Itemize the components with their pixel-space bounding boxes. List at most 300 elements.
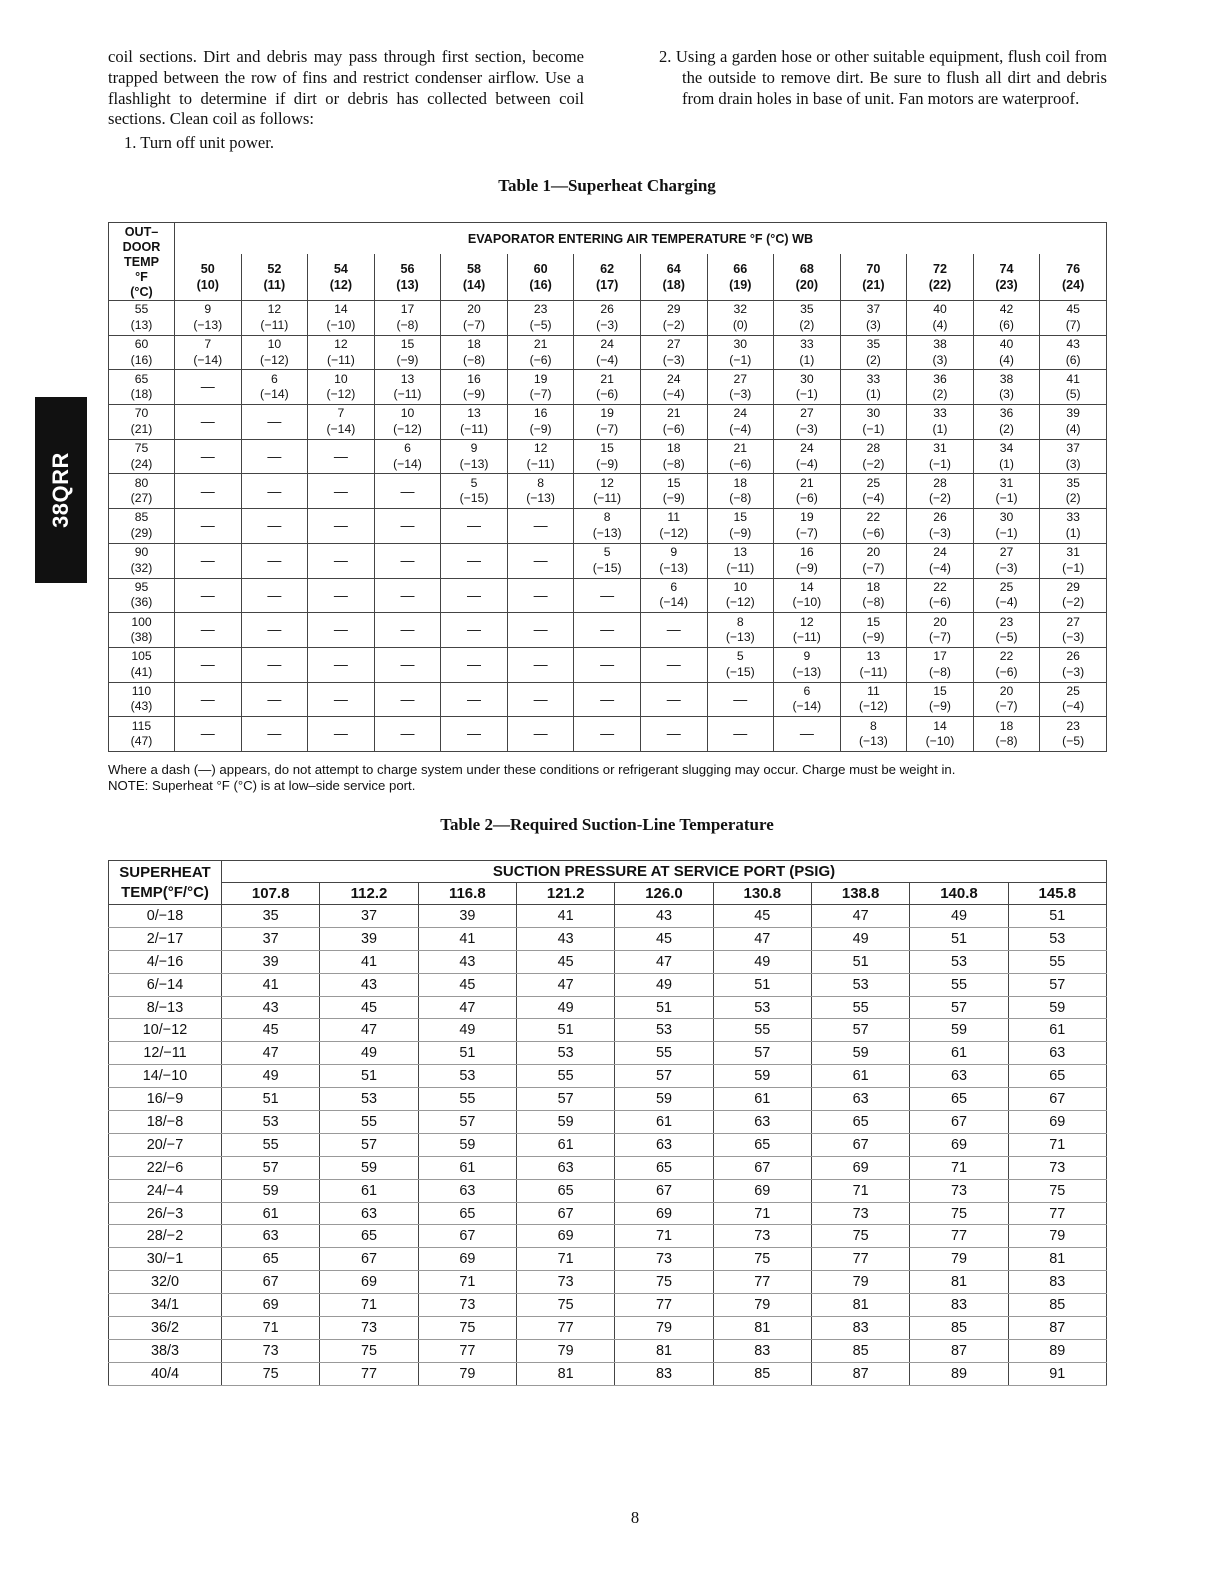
suction-temp-cell: 63 [516, 1156, 614, 1179]
outdoor-temp-cell [109, 578, 175, 613]
table-row [109, 647, 1107, 682]
cell-line: 32 [733, 302, 748, 317]
table-row [109, 1019, 1107, 1042]
cell-line: (5) [1065, 387, 1081, 402]
superheat-cell [1040, 335, 1107, 370]
superheat-cell [774, 439, 841, 474]
cell-line: — [200, 621, 215, 638]
cell-line: — [733, 725, 748, 742]
superheat-header-line: TEMP(°F/°C) [121, 883, 209, 901]
pressure-column-header: 116.8 [418, 883, 516, 905]
suction-temp-cell: 61 [910, 1042, 1008, 1065]
cell-line: (−4) [596, 352, 619, 367]
superheat-cell [774, 474, 841, 509]
cell-line: 31 [1066, 545, 1080, 560]
superheat-cell [907, 543, 974, 578]
no-charge-dash-cell [574, 613, 641, 648]
cell-line: (−2) [928, 491, 951, 506]
cell-line: — [267, 482, 282, 499]
cell-line: (−10) [925, 734, 955, 749]
no-charge-dash-cell [507, 578, 574, 613]
superheat-cell [1040, 474, 1107, 509]
cell-line: (1) [999, 456, 1014, 471]
cell-line: — [533, 517, 548, 534]
superheat-cell [840, 543, 907, 578]
cell-line: — [467, 690, 482, 707]
wb-header-line: (23) [995, 278, 1018, 293]
cell-line: 23 [1066, 718, 1080, 733]
cell-line: 30 [733, 337, 748, 352]
superheat-cell [840, 405, 907, 440]
no-charge-dash-cell [640, 682, 707, 717]
table-row [109, 405, 1107, 440]
suction-temp-cell: 79 [713, 1294, 811, 1317]
wb-header-line: (12) [329, 278, 353, 293]
pressure-column-header: 145.8 [1008, 883, 1106, 905]
superheat-cell [907, 682, 974, 717]
suction-temp-cell: 65 [516, 1179, 614, 1202]
side-tab-label: 38QRR [48, 452, 73, 528]
superheat-cell [707, 439, 774, 474]
cell-line: 30 [800, 371, 814, 386]
wb-header-line: (17) [595, 278, 619, 293]
superheat-cell [907, 405, 974, 440]
suction-temp-cell: 59 [222, 1179, 320, 1202]
wb-header-line: 70 [866, 262, 881, 277]
cell-line: — [600, 621, 615, 638]
suction-temp-cell: 55 [1008, 950, 1106, 973]
superheat-value-cell: 36/2 [109, 1317, 222, 1340]
cell-line: 20 [467, 302, 481, 317]
table-row [109, 1317, 1107, 1340]
cell-line: (2) [799, 317, 815, 332]
cell-line: — [200, 690, 215, 707]
superheat-cell [840, 474, 907, 509]
table2-caption: Table 2—Required Suction-Line Temperature [440, 815, 774, 834]
cell-line: 8 [870, 718, 877, 733]
suction-temp-cell: 77 [1008, 1202, 1106, 1225]
wb-header-line: (16) [529, 278, 552, 293]
instruction-list-continued [659, 47, 1107, 109]
suction-temp-cell: 83 [811, 1317, 909, 1340]
table-row [109, 1156, 1107, 1179]
suction-temp-cell: 87 [811, 1362, 909, 1385]
cell-line: 35 [800, 302, 814, 317]
cell-line: — [733, 690, 748, 707]
superheat-cell [774, 335, 841, 370]
cell-line: 18 [866, 579, 881, 594]
pressure-column-header: 140.8 [910, 883, 1008, 905]
suction-temp-cell: 47 [222, 1042, 320, 1065]
suction-temp-cell: 59 [320, 1156, 418, 1179]
suction-temp-cell: 67 [1008, 1088, 1106, 1111]
suction-temp-cell: 59 [1008, 996, 1106, 1019]
cell-line: — [666, 621, 681, 638]
superheat-cell [241, 301, 308, 336]
superheat-cell [707, 405, 774, 440]
superheat-cell [907, 578, 974, 613]
superheat-cell [1040, 682, 1107, 717]
superheat-cell [840, 301, 907, 336]
no-charge-dash-cell [374, 717, 441, 752]
suction-temp-cell: 75 [713, 1248, 811, 1271]
no-charge-dash-cell [308, 439, 375, 474]
no-charge-dash-cell [175, 405, 242, 440]
cell-line: (4) [999, 352, 1014, 367]
cell-line: 13 [467, 406, 481, 421]
suction-temp-cell: 53 [615, 1019, 713, 1042]
suction-temp-cell: 69 [1008, 1111, 1106, 1134]
suction-temp-cell: 75 [811, 1225, 909, 1248]
cell-line: 19 [800, 510, 814, 525]
cell-line: 34 [999, 441, 1014, 456]
cell-line: 45 [1066, 302, 1080, 317]
superheat-cell [374, 405, 441, 440]
cell-line: 38 [999, 371, 1014, 386]
suction-temp-cell: 67 [516, 1202, 614, 1225]
outdoor-temp-cell [109, 682, 175, 717]
cell-line: (−3) [662, 352, 685, 367]
cell-line: 24 [933, 545, 947, 560]
cell-line: — [467, 725, 482, 742]
table-row [109, 1202, 1107, 1225]
cell-line: (−13) [526, 491, 555, 506]
suction-temp-cell: 57 [516, 1088, 614, 1111]
table-row [109, 1042, 1107, 1065]
cell-line: 85 [134, 510, 149, 525]
superheat-cell [907, 370, 974, 405]
suction-temp-cell: 69 [811, 1156, 909, 1179]
superheat-value-cell: 18/−8 [109, 1111, 222, 1134]
cell-line: (−4) [1062, 699, 1085, 714]
cell-line: — [533, 725, 548, 742]
superheat-value-cell: 4/−16 [109, 950, 222, 973]
suction-temp-cell: 69 [516, 1225, 614, 1248]
cell-line: (47) [130, 734, 153, 749]
superheat-value-cell: 12/−11 [109, 1042, 222, 1065]
suction-line-temperature-table [108, 860, 1107, 1386]
suction-table-body [109, 905, 1107, 1386]
wb-column-header [640, 254, 707, 300]
superheat-cell [507, 439, 574, 474]
table-row [109, 1088, 1107, 1111]
cell-line: (−11) [726, 560, 755, 575]
superheat-cell [840, 613, 907, 648]
cell-line: (−6) [596, 387, 619, 402]
superheat-cell [640, 543, 707, 578]
pressure-columns-header-row [109, 883, 1107, 905]
superheat-cell [374, 301, 441, 336]
suction-temp-cell: 83 [1008, 1271, 1106, 1294]
suction-temp-cell: 77 [320, 1362, 418, 1385]
wb-header-line: (14) [462, 278, 486, 293]
wb-column-header [1040, 254, 1107, 300]
superheat-cell [308, 370, 375, 405]
cell-line: — [333, 447, 348, 464]
wb-column-header [973, 254, 1040, 300]
superheat-temp-header [109, 861, 222, 905]
table-row [109, 1179, 1107, 1202]
cell-line: 19 [533, 371, 548, 386]
outdoor-header-line: OUT– [124, 225, 159, 239]
suction-temp-cell: 39 [320, 927, 418, 950]
superheat-value-cell: 28/−2 [109, 1225, 222, 1248]
pressure-column-header: 126.0 [615, 883, 713, 905]
cell-line: — [200, 551, 215, 568]
suction-temp-cell: 75 [320, 1339, 418, 1362]
cell-line: 15 [600, 441, 614, 456]
no-charge-dash-cell [574, 682, 641, 717]
wb-column-header [441, 254, 508, 300]
suction-temp-cell: 81 [615, 1339, 713, 1362]
cell-line: 8 [537, 475, 544, 490]
suction-temp-cell: 67 [615, 1179, 713, 1202]
suction-temp-cell: 57 [320, 1133, 418, 1156]
no-charge-dash-cell [308, 543, 375, 578]
cell-line: — [600, 655, 615, 672]
wb-header-line: 72 [932, 262, 947, 277]
cell-line: (−12) [393, 421, 422, 436]
cell-line: (−8) [396, 317, 419, 332]
superheat-cell [907, 613, 974, 648]
cell-line: (−15) [592, 560, 622, 575]
cell-line: 10 [733, 579, 748, 594]
suction-temp-cell: 65 [713, 1133, 811, 1156]
suction-temp-cell: 89 [910, 1362, 1008, 1385]
cell-line: (−14) [792, 699, 822, 714]
cell-line: (−4) [795, 456, 818, 471]
cell-line: — [267, 413, 282, 430]
suction-temp-cell: 53 [222, 1111, 320, 1134]
no-charge-dash-cell [308, 613, 375, 648]
cell-line: (−1) [729, 352, 752, 367]
cell-line: 33 [1066, 510, 1080, 525]
suction-temp-cell: 59 [910, 1019, 1008, 1042]
wb-header-line: 64 [666, 262, 681, 277]
cell-line: 90 [134, 545, 149, 560]
superheat-cell [707, 509, 774, 544]
suction-temp-cell: 73 [320, 1317, 418, 1340]
cell-line: 27 [999, 545, 1014, 560]
cell-line: (−8) [928, 664, 951, 679]
outdoor-temp-cell [109, 335, 175, 370]
cell-line: (−2) [1062, 595, 1085, 610]
suction-temp-cell: 51 [516, 1019, 614, 1042]
superheat-cell [574, 509, 641, 544]
superheat-cell [507, 335, 574, 370]
cell-line: — [666, 655, 681, 672]
superheat-value-cell: 14/−10 [109, 1065, 222, 1088]
cell-line: (−4) [662, 387, 685, 402]
cell-line: (−1) [995, 491, 1018, 506]
no-charge-dash-cell [441, 717, 508, 752]
cell-line: 13 [733, 545, 748, 560]
cell-line: (−11) [593, 491, 622, 506]
evaporator-temp-header: EVAPORATOR ENTERING AIR TEMPERATURE °F (°C) WB [175, 223, 1107, 255]
cell-line: (−11) [460, 421, 488, 436]
superheat-cell [1040, 439, 1107, 474]
wb-column-header [374, 254, 441, 300]
suction-temp-cell: 49 [713, 950, 811, 973]
suction-temp-cell: 51 [320, 1065, 418, 1088]
superheat-cell [441, 370, 508, 405]
suction-temp-cell: 61 [811, 1065, 909, 1088]
suction-temp-cell: 71 [910, 1156, 1008, 1179]
superheat-cell [707, 370, 774, 405]
suction-temp-cell: 65 [320, 1225, 418, 1248]
cell-line: 25 [999, 579, 1014, 594]
cell-line: (−4) [862, 491, 885, 506]
wb-header-line: 62 [600, 262, 615, 277]
superheat-cell [241, 370, 308, 405]
suction-temp-cell: 75 [222, 1362, 320, 1385]
cell-line: 16 [467, 371, 481, 386]
cell-line: 18 [467, 337, 481, 352]
cell-line: (−15) [725, 664, 755, 679]
page-number: 8 [630, 1508, 640, 1527]
no-charge-dash-cell [441, 509, 508, 544]
cell-line: 26 [1066, 649, 1080, 664]
cell-line: 15 [733, 510, 748, 525]
suction-temp-cell: 69 [615, 1202, 713, 1225]
wb-header-line: 76 [1066, 262, 1081, 277]
cell-line: — [533, 655, 548, 672]
suction-temp-cell: 69 [910, 1133, 1008, 1156]
cell-line: (−13) [792, 664, 822, 679]
superheat-cell [1040, 578, 1107, 613]
suction-temp-cell: 61 [320, 1179, 418, 1202]
superheat-cell [308, 335, 375, 370]
suction-temp-cell: 81 [910, 1271, 1008, 1294]
wb-column-header [774, 254, 841, 300]
suction-temp-cell: 63 [320, 1202, 418, 1225]
superheat-cell [907, 647, 974, 682]
cell-line: 105 [131, 649, 152, 664]
suction-temp-cell: 45 [516, 950, 614, 973]
suction-temp-cell: 47 [615, 950, 713, 973]
cell-line: 16 [800, 545, 814, 560]
cell-line: 36 [933, 371, 947, 386]
superheat-cell [1040, 405, 1107, 440]
wb-header-line: 54 [333, 262, 348, 277]
table-row [109, 1339, 1107, 1362]
table-row [109, 973, 1107, 996]
superheat-cell [441, 405, 508, 440]
cell-line: — [600, 690, 615, 707]
cell-line: — [200, 586, 215, 603]
no-charge-dash-cell [507, 509, 574, 544]
no-charge-dash-cell [507, 647, 574, 682]
superheat-value-cell: 2/−17 [109, 927, 222, 950]
superheat-value-cell: 34/1 [109, 1294, 222, 1317]
superheat-value-cell: 32/0 [109, 1271, 222, 1294]
suction-temp-cell: 43 [222, 996, 320, 1019]
no-charge-dash-cell [175, 370, 242, 405]
superheat-cell [707, 335, 774, 370]
no-charge-dash-cell [374, 647, 441, 682]
cell-line: (−13) [659, 560, 689, 575]
table-row [109, 717, 1107, 752]
cell-line: (−13) [725, 630, 755, 645]
cell-line: (−3) [1062, 664, 1085, 679]
suction-temp-cell: 81 [516, 1362, 614, 1385]
suction-temp-cell: 63 [222, 1225, 320, 1248]
cell-line: 9 [803, 649, 811, 664]
cell-line: (−12) [725, 595, 755, 610]
superheat-cell [840, 578, 907, 613]
cell-line: 37 [866, 302, 881, 317]
suction-temp-cell: 55 [516, 1065, 614, 1088]
cell-line: (−9) [463, 387, 486, 402]
suction-temp-cell: 71 [713, 1202, 811, 1225]
suction-temp-cell: 55 [811, 996, 909, 1019]
cell-line: (1) [1065, 525, 1081, 540]
cell-line: (−10) [326, 317, 356, 332]
side-tab-model [35, 397, 87, 583]
suction-temp-cell: 63 [713, 1111, 811, 1134]
suction-temp-cell: 53 [1008, 927, 1106, 950]
cell-line: (−2) [662, 317, 685, 332]
right-column-text [659, 47, 1107, 109]
suction-temp-cell: 57 [713, 1042, 811, 1065]
cell-line: 24 [800, 441, 814, 456]
superheat-cell [907, 474, 974, 509]
cell-line: (−14) [326, 421, 356, 436]
cell-line: 29 [1066, 579, 1080, 594]
suction-temp-cell: 53 [811, 973, 909, 996]
outdoor-temp-cell [109, 474, 175, 509]
suction-temp-cell: 81 [713, 1317, 811, 1340]
suction-temp-cell: 79 [811, 1271, 909, 1294]
cell-line: 26 [600, 302, 614, 317]
suction-temp-cell: 51 [1008, 905, 1106, 928]
cell-line: 9 [204, 302, 212, 317]
superheat-cell [574, 543, 641, 578]
superheat-cell [774, 578, 841, 613]
cell-line: — [200, 378, 215, 395]
no-charge-dash-cell [241, 439, 308, 474]
cell-line: 6 [404, 441, 411, 456]
suction-temp-cell: 63 [615, 1133, 713, 1156]
table-row [109, 682, 1107, 717]
suction-temp-cell: 71 [1008, 1133, 1106, 1156]
superheat-cell [973, 335, 1040, 370]
wb-header-line: 60 [533, 262, 548, 277]
wb-header-line: 58 [467, 262, 482, 277]
suction-temp-cell: 75 [615, 1271, 713, 1294]
no-charge-dash-cell [441, 682, 508, 717]
suction-temp-cell: 91 [1008, 1362, 1106, 1385]
suction-temp-cell: 55 [222, 1133, 320, 1156]
cell-line: (−11) [260, 317, 289, 332]
suction-temp-cell: 85 [811, 1339, 909, 1362]
cell-line: 100 [131, 614, 152, 629]
suction-temp-cell: 75 [910, 1202, 1008, 1225]
suction-temp-cell: 59 [811, 1042, 909, 1065]
cell-line: — [267, 586, 282, 603]
outdoor-temp-cell [109, 543, 175, 578]
suction-temp-cell: 35 [222, 905, 320, 928]
suction-temp-cell: 55 [418, 1088, 516, 1111]
suction-temp-cell: 49 [516, 996, 614, 1019]
no-charge-dash-cell [441, 578, 508, 613]
no-charge-dash-cell [175, 543, 242, 578]
cell-line: (−4) [729, 421, 752, 436]
suction-temp-cell: 49 [910, 905, 1008, 928]
pressure-column-header: 138.8 [811, 883, 909, 905]
cell-line: (−14) [659, 595, 689, 610]
superheat-cell [707, 474, 774, 509]
